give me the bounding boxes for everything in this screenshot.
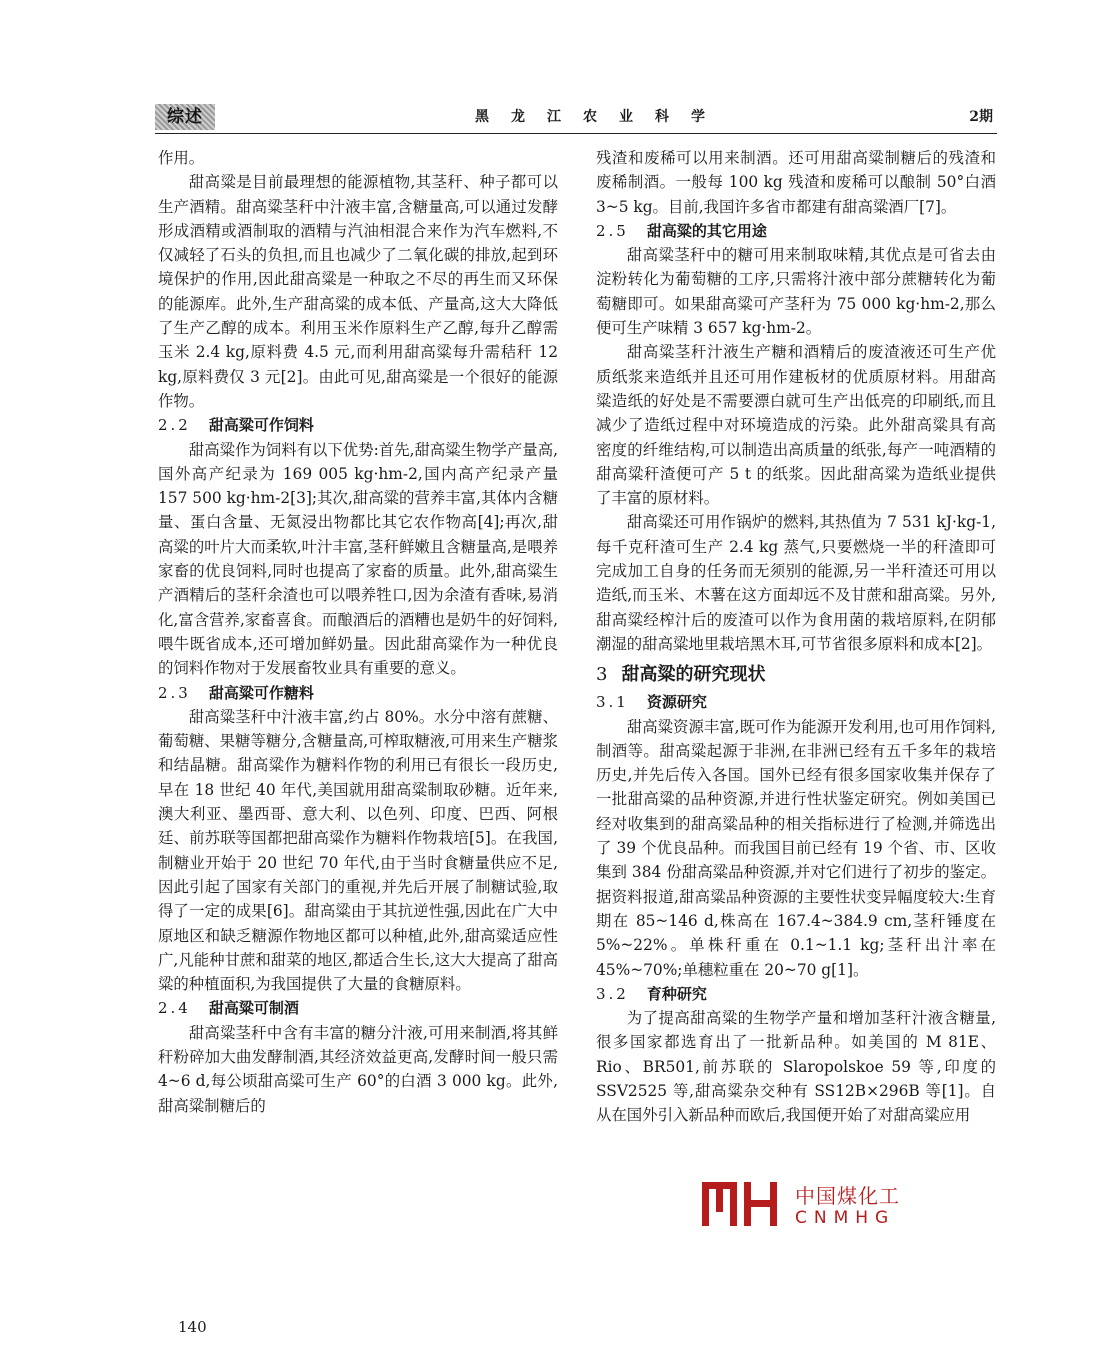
section-heading bbox=[158, 681, 558, 705]
left-column bbox=[158, 146, 558, 1118]
paragraph: 甜高粱茎秆中汁液丰富,约占 80%。水分中溶有蔗糖、葡萄糖、果糖等糖分,含糖量高,可榨取糖液,可用来生产糖浆和结晶糖。甜高粱作为糖料作物的利用已有很长一段历史,早在 18 世纪 40 年代,美国就用甜高粱制取砂糖。近年来,澳大利亚、墨西哥、意大利、以色列、印度、巴西、阿根廷、前苏联等国都把甜高粱作为糖料作物栽培[5]。在我国,制糖业开始于 20 世纪 70 年代,由于当时食糖量供应不足,因此引起了国家有关部门的重视,并先后开展了制糖试验,取得了一定的成果[6]。甜高粱由于其抗逆性强,因此在广大中原地区和缺乏糖源作物地区都可以种植,此外,甜高粱适应性广,凡能种甘蔗和甜菜的地区,都适合生长,这大大提高了甜高粱的种植面积,为我国提供了大量的食糖原料。 bbox=[158, 707, 558, 994]
header-rule bbox=[155, 133, 997, 134]
issue-number: 2期 bbox=[969, 109, 993, 125]
paragraph: 甜高粱茎秆中含有丰富的糖分汁液,可用来制酒,将其鲜秆粉碎加大曲发酵制酒,其经济效益更高,发酵时间一般只需 4~6 d,每公顷甜高粱可生产 60°的白酒 3 000 kg。此外,甜高粱制糖后的 bbox=[158, 1023, 558, 1115]
running-header bbox=[155, 100, 997, 134]
section-tag: 综述 bbox=[155, 104, 215, 130]
paragraph: 甜高粱是目前最理想的能源植物,其茎秆、种子都可以生产酒精。甜高粱茎秆中汁液丰富,含糖量高,可以通过发酵形成酒精或酒制取的酒精与汽油相混合来作为汽车燃料,不仅减轻了石头的负担,而且也减少了二氧化碳的排放,起到环境保护的作用,因此甜高粱是一种取之不尽的再生而又环保的能源库。此外,生产甜高粱的成本低、产量高,这大大降低了生产乙醇的成本。利用玉米作原料生产乙醇,每升乙醇需玉米 2.4 kg,原料费 4.5 元,而利用甜高粱每升需秸秆 12 kg,原料费仅 3 元[2]。由此可见,甜高粱是一个很好的能源作物。 bbox=[158, 173, 558, 410]
watermark-text-en: CNMHG bbox=[792, 1208, 898, 1228]
section-title: 甜高粱可作饲料 bbox=[208, 416, 314, 435]
chapter-number: 3 bbox=[596, 664, 608, 686]
section-number: 2.3 bbox=[158, 683, 191, 702]
section-heading bbox=[596, 690, 996, 714]
section-title: 甜高粱可制酒 bbox=[208, 999, 299, 1018]
paragraph: 为了提高甜高粱的生物学产量和增加茎秆汁液含糖量,很多国家都选育出了一批新品种。如美国的 M 81E、Rio、BR501,前苏联的 Slaropolskoe 59 等,印度的 SSV2525 等,甜高粱杂交种有 SS12B×296B 等[1]。自从在国外引入新品种而欧后,我国便开始了对甜高粱应用 bbox=[596, 1009, 996, 1125]
watermark-text-cn: 中国煤化工 bbox=[792, 1180, 903, 1209]
section-number: 2.5 bbox=[596, 221, 629, 240]
paragraph: 甜高粱作为饲料有以下优势:首先,甜高粱生物学产量高,国外高产纪录为 169 005 kg·hm-2,国内高产纪录产量 157 500 kg·hm-2[3];其次,甜高粱的营养丰富,其体内含糖量、蛋白含量、无氮浸出物都比其它农作物高[4];再次,甜高粱的叶片大而柔软,叶汁丰富,茎秆鲜嫩且含糖量高,是喂养家畜的优良饲料,同时也提高了家畜的质量。此外,甜高粱生产酒精后的茎秆余渣也可以喂养牲口,因为余渣有香味,易消化,富含营养,家畜喜食。而酿酒后的酒糟也是奶牛的好饲料,喂牛既省成本,还可增加鲜奶量。因此甜高粱作为一种优良的饲料作物对于发展畜牧业具有重要的意义。 bbox=[158, 440, 558, 678]
section-title: 甜高粱可作糖料 bbox=[208, 683, 314, 702]
paragraph: 甜高粱资源丰富,既可作为能源开发利用,也可用作饲料,制酒等。甜高粱起源于非洲,在非洲已经有五千多年的栽培历史,并先后传入各国。国外已经有很多国家收集并保存了一批甜高粱的品种资源,并进行性状鉴定研究。例如美国已经对收集到的甜高粱品种的相关指标进行了检测,并筛选出了 39 个优良品种。而我国目前已经有 19 个省、市、区收集到 384 份甜高粱品种资源,并对它们进行了初步的鉴定。据资料报道,甜高粱品种资源的主要性状变异幅度较大:生育期在 85~146 d,株高在 167.4~384.9 cm,茎秆锤度在 5%~22%。单株秆重在 0.1~1.1 kg;茎秆出汁率在 45%~70%;单穗粒重在 20~70 g[1]。 bbox=[596, 717, 996, 979]
section-number: 2.4 bbox=[158, 999, 191, 1018]
page-number: 140 bbox=[178, 1318, 207, 1336]
paragraph: 甜高粱茎秆中的糖可用来制取味精,其优点是可省去由淀粉转化为葡萄糖的工序,只需将汁液中部分蔗糖转化为葡萄糖即可。如果甜高粱可产茎秆为 75 000 kg·hm-2,那么便可生产味精 3 657 kg·hm-2。 bbox=[596, 246, 996, 338]
journal-title: 黑龙江农业科学 bbox=[475, 109, 727, 125]
section-heading bbox=[596, 982, 996, 1006]
section-number: 3.1 bbox=[596, 693, 629, 712]
section-number: 3.2 bbox=[596, 984, 629, 1003]
paragraph: 作用。 bbox=[158, 149, 205, 167]
cnmhg-logo-icon bbox=[700, 1178, 780, 1228]
section-heading bbox=[596, 219, 996, 243]
paragraph: 甜高粱还可用作锅炉的燃料,其热值为 7 531 kJ·kg-1,每千克秆渣可生产 2.4 kg 蒸气,只要燃烧一半的秆渣即可完成加工自身的任务而无须别的能源,另一半秆渣还可用以造纸,而玉米、木薯在这方面却远不及甘蔗和甜高粱。另外,甜高粱经榨汁后的废渣可以作为食用菌的栽培原料,在阴郁潮湿的甜高粱地里栽培黑木耳,可节省很多原料和成本[2]。 bbox=[596, 513, 996, 653]
chapter-heading bbox=[596, 662, 996, 688]
section-heading bbox=[158, 413, 558, 437]
paragraph: 甜高粱茎秆汁液生产糖和酒精后的废渣液还可生产优质纸浆来造纸并且还可用作建板材的优质原材料。用甜高粱造纸的好处是不需要漂白就可生产出低亮的印刷纸,而且减少了造纸过程中对环境造成的污染。此外甜高粱具有高密度的纤维结构,可以制造出高质量的纸张,每产一吨酒精的甜高粱秆渣便可产 5 t 的纸浆。因此甜高粱为造纸业提供了丰富的原材料。 bbox=[596, 343, 996, 508]
section-title: 育种研究 bbox=[646, 984, 707, 1003]
watermark-logo bbox=[700, 1178, 1000, 1232]
section-title: 资源研究 bbox=[646, 693, 707, 712]
section-title: 甜高粱的其它用途 bbox=[646, 221, 767, 240]
chapter-title: 甜高粱的研究现状 bbox=[621, 664, 766, 686]
section-heading bbox=[158, 996, 558, 1020]
right-column bbox=[596, 146, 996, 1128]
section-number: 2.2 bbox=[158, 416, 191, 435]
paragraph: 残渣和废稀可以用来制酒。还可用甜高粱制糖后的残渣和废稀制酒。一般每 100 kg 残渣和废稀可以酿制 50°白酒 3~5 kg。目前,我国许多省市都建有甜高粱酒厂[7]。 bbox=[596, 149, 996, 216]
